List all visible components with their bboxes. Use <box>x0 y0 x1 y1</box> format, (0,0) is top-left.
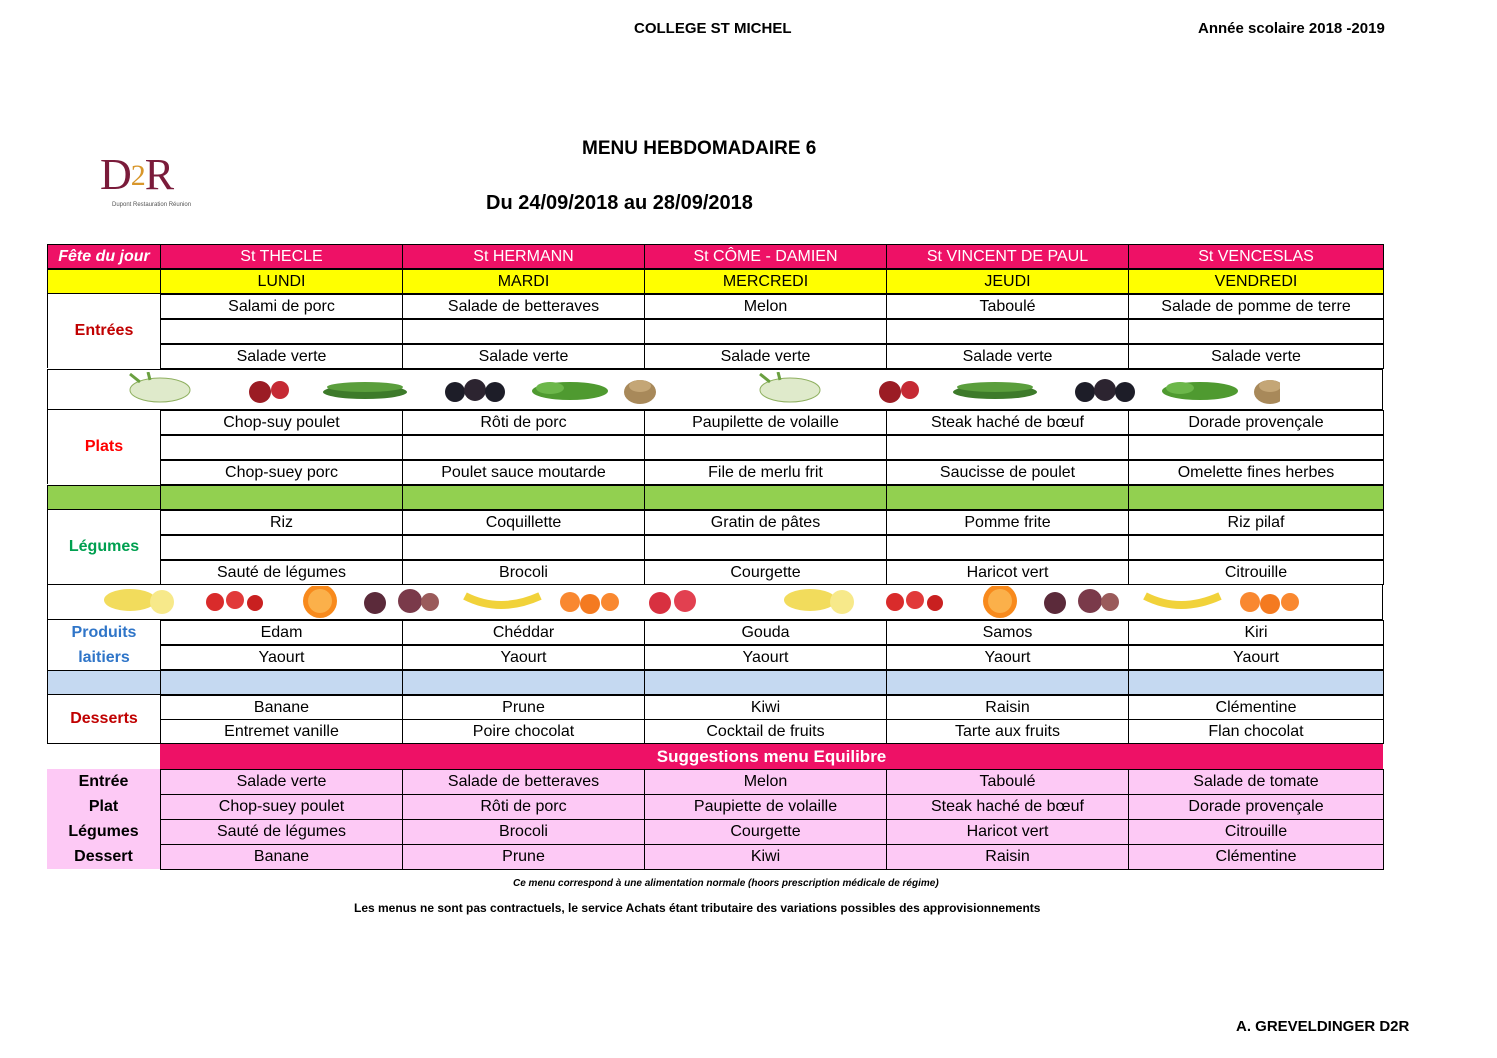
suggestion-cell: Kiwi <box>644 844 887 870</box>
legumes-label: Légumes <box>47 510 160 584</box>
dessert-cell: Banane <box>160 695 403 720</box>
plat-cell: Steak haché de bœuf <box>886 410 1129 435</box>
dessert-cell: Tarte aux fruits <box>886 719 1129 744</box>
dessert-cell: Entremet vanille <box>160 719 403 744</box>
blue-separator-cell <box>1128 670 1384 695</box>
saint-cell: St HERMANN <box>402 244 645 269</box>
author-signature: A. GREVELDINGER D2R <box>1236 1018 1410 1035</box>
plat-cell: Chop-suy poulet <box>160 410 403 435</box>
menu-title: MENU HEBDOMADAIRE 6 <box>582 138 817 159</box>
plat-cell <box>1128 435 1384 460</box>
suggestion-cell: Salade verte <box>160 769 403 795</box>
entree-cell: Salade verte <box>1128 344 1384 369</box>
plat-cell <box>402 435 645 460</box>
saint-cell: St VENCESLAS <box>1128 244 1384 269</box>
suggestion-cell: Citrouille <box>1128 819 1384 845</box>
entree-cell <box>1128 319 1384 344</box>
entree-cell: Melon <box>644 294 887 319</box>
suggestions-title: Suggestions menu Equilibre <box>160 744 1383 769</box>
dessert-cell: Raisin <box>886 695 1129 720</box>
suggestion-cell: Brocoli <box>402 819 645 845</box>
suggestion-cell: Sauté de légumes <box>160 819 403 845</box>
suggestion-cell: Paupiette de volaille <box>644 794 887 820</box>
entree-cell: Salade verte <box>886 344 1129 369</box>
suggestion-cell: Chop-suey poulet <box>160 794 403 820</box>
laitier-cell: Yaourt <box>402 645 645 670</box>
green-separator-cell <box>402 485 645 510</box>
laitiers-label-line1: Produits <box>47 620 160 645</box>
desserts-label: Desserts <box>47 695 160 744</box>
legume-cell: Haricot vert <box>886 560 1129 585</box>
legume-cell <box>160 535 403 560</box>
blue-separator-cell <box>886 670 1129 695</box>
entree-cell: Salade verte <box>644 344 887 369</box>
logo-digit-2: 2 <box>130 159 145 192</box>
plat-cell: Rôti de porc <box>402 410 645 435</box>
green-separator-label <box>47 485 161 510</box>
dessert-cell: Clémentine <box>1128 695 1384 720</box>
menu-dates: Du 24/09/2018 au 28/09/2018 <box>486 192 753 214</box>
suggestion-cell: Steak haché de bœuf <box>886 794 1129 820</box>
logo-letter-d: D <box>100 150 131 199</box>
logo-subtitle: Dupont Restauration Réunion <box>112 202 192 208</box>
dessert-cell: Poire chocolat <box>402 719 645 744</box>
laitier-cell: Chéddar <box>402 620 645 645</box>
suggestion-cell: Prune <box>402 844 645 870</box>
plat-cell <box>886 435 1129 460</box>
blue-separator-label <box>47 670 161 695</box>
suggestion-cell: Courgette <box>644 819 887 845</box>
entree-cell <box>644 319 887 344</box>
entree-cell: Salade de pomme de terre <box>1128 294 1384 319</box>
laitier-cell: Yaourt <box>1128 645 1384 670</box>
suggestion-label: Plat <box>47 794 160 819</box>
disclaimer-note: Les menus ne sont pas contractuels, le service Achats étant tributaire des variations possibles des approvisionnements <box>354 901 1041 915</box>
plat-cell <box>160 435 403 460</box>
suggestion-cell: Banane <box>160 844 403 870</box>
laitier-cell: Edam <box>160 620 403 645</box>
suggestion-cell: Taboulé <box>886 769 1129 795</box>
entree-cell: Salade verte <box>160 344 403 369</box>
saint-cell: St VINCENT DE PAUL <box>886 244 1129 269</box>
dessert-cell: Flan chocolat <box>1128 719 1384 744</box>
d2r-logo <box>98 150 218 220</box>
green-separator-cell <box>644 485 887 510</box>
fete-du-jour-label: Fête du jour <box>47 244 161 269</box>
suggestion-cell: Haricot vert <box>886 819 1129 845</box>
suggestion-cell: Salade de tomate <box>1128 769 1384 795</box>
blue-separator-cell <box>402 670 645 695</box>
plat-cell: Chop-suey porc <box>160 460 403 485</box>
legume-cell: Citrouille <box>1128 560 1384 585</box>
entrees-label: Entrées <box>47 294 160 368</box>
entree-cell <box>402 319 645 344</box>
fruits-strip-icon <box>100 586 1300 618</box>
logo-letter-r: R <box>144 150 174 199</box>
legume-cell: Courgette <box>644 560 887 585</box>
legume-cell <box>886 535 1129 560</box>
green-separator-cell <box>886 485 1129 510</box>
laitier-cell: Samos <box>886 620 1129 645</box>
menu-note: Ce menu correspond à une alimentation normale (hoors prescription médicale de régime) <box>513 878 939 889</box>
legume-cell: Riz pilaf <box>1128 510 1384 535</box>
laitier-cell: Kiri <box>1128 620 1384 645</box>
entree-cell <box>160 319 403 344</box>
school-name: COLLEGE ST MICHEL <box>634 20 792 37</box>
plat-cell: Paupilette de volaille <box>644 410 887 435</box>
day-cell: LUNDI <box>160 269 403 294</box>
laitier-cell: Yaourt <box>644 645 887 670</box>
dessert-cell: Cocktail de fruits <box>644 719 887 744</box>
suggestion-cell: Raisin <box>886 844 1129 870</box>
plat-cell: Saucisse de poulet <box>886 460 1129 485</box>
legume-cell <box>402 535 645 560</box>
laitiers-label-line2: laitiers <box>47 645 160 670</box>
plats-label: Plats <box>47 410 160 484</box>
plat-cell <box>644 435 887 460</box>
day-cell: VENDREDI <box>1128 269 1384 294</box>
days-label-cell <box>47 269 161 294</box>
day-cell: JEUDI <box>886 269 1129 294</box>
legume-cell <box>1128 535 1384 560</box>
legume-cell: Sauté de légumes <box>160 560 403 585</box>
day-cell: MERCREDI <box>644 269 887 294</box>
entree-cell: Salade de betteraves <box>402 294 645 319</box>
legume-cell: Brocoli <box>402 560 645 585</box>
entree-cell: Salade verte <box>402 344 645 369</box>
suggestion-label: Dessert <box>47 844 160 869</box>
green-separator-cell <box>1128 485 1384 510</box>
blue-separator-cell <box>160 670 403 695</box>
plat-cell: Omelette fines herbes <box>1128 460 1384 485</box>
suggestion-cell: Salade de betteraves <box>402 769 645 795</box>
saint-cell: St THECLE <box>160 244 403 269</box>
dessert-cell: Kiwi <box>644 695 887 720</box>
green-separator-cell <box>160 485 403 510</box>
suggestion-cell: Dorade provençale <box>1128 794 1384 820</box>
legume-cell: Pomme frite <box>886 510 1129 535</box>
suggestion-label: Entrée <box>47 769 160 794</box>
legume-cell: Coquillette <box>402 510 645 535</box>
suggestion-cell: Melon <box>644 769 887 795</box>
vegetables-strip-icon <box>120 372 1280 408</box>
legume-cell: Riz <box>160 510 403 535</box>
saint-cell: St CÔME - DAMIEN <box>644 244 887 269</box>
plat-cell: Poulet sauce moutarde <box>402 460 645 485</box>
day-cell: MARDI <box>402 269 645 294</box>
blue-separator-cell <box>644 670 887 695</box>
plat-cell: Dorade provençale <box>1128 410 1384 435</box>
entree-cell: Taboulé <box>886 294 1129 319</box>
suggestion-cell: Rôti de porc <box>402 794 645 820</box>
legume-cell: Gratin de pâtes <box>644 510 887 535</box>
plat-cell: File de merlu frit <box>644 460 887 485</box>
dessert-cell: Prune <box>402 695 645 720</box>
suggestion-label: Légumes <box>47 819 160 844</box>
entree-cell: Salami de porc <box>160 294 403 319</box>
suggestion-cell: Clémentine <box>1128 844 1384 870</box>
laitier-cell: Yaourt <box>886 645 1129 670</box>
entree-cell <box>886 319 1129 344</box>
laitier-cell: Yaourt <box>160 645 403 670</box>
school-year: Année scolaire 2018 -2019 <box>1198 20 1385 37</box>
laitier-cell: Gouda <box>644 620 887 645</box>
legume-cell <box>644 535 887 560</box>
